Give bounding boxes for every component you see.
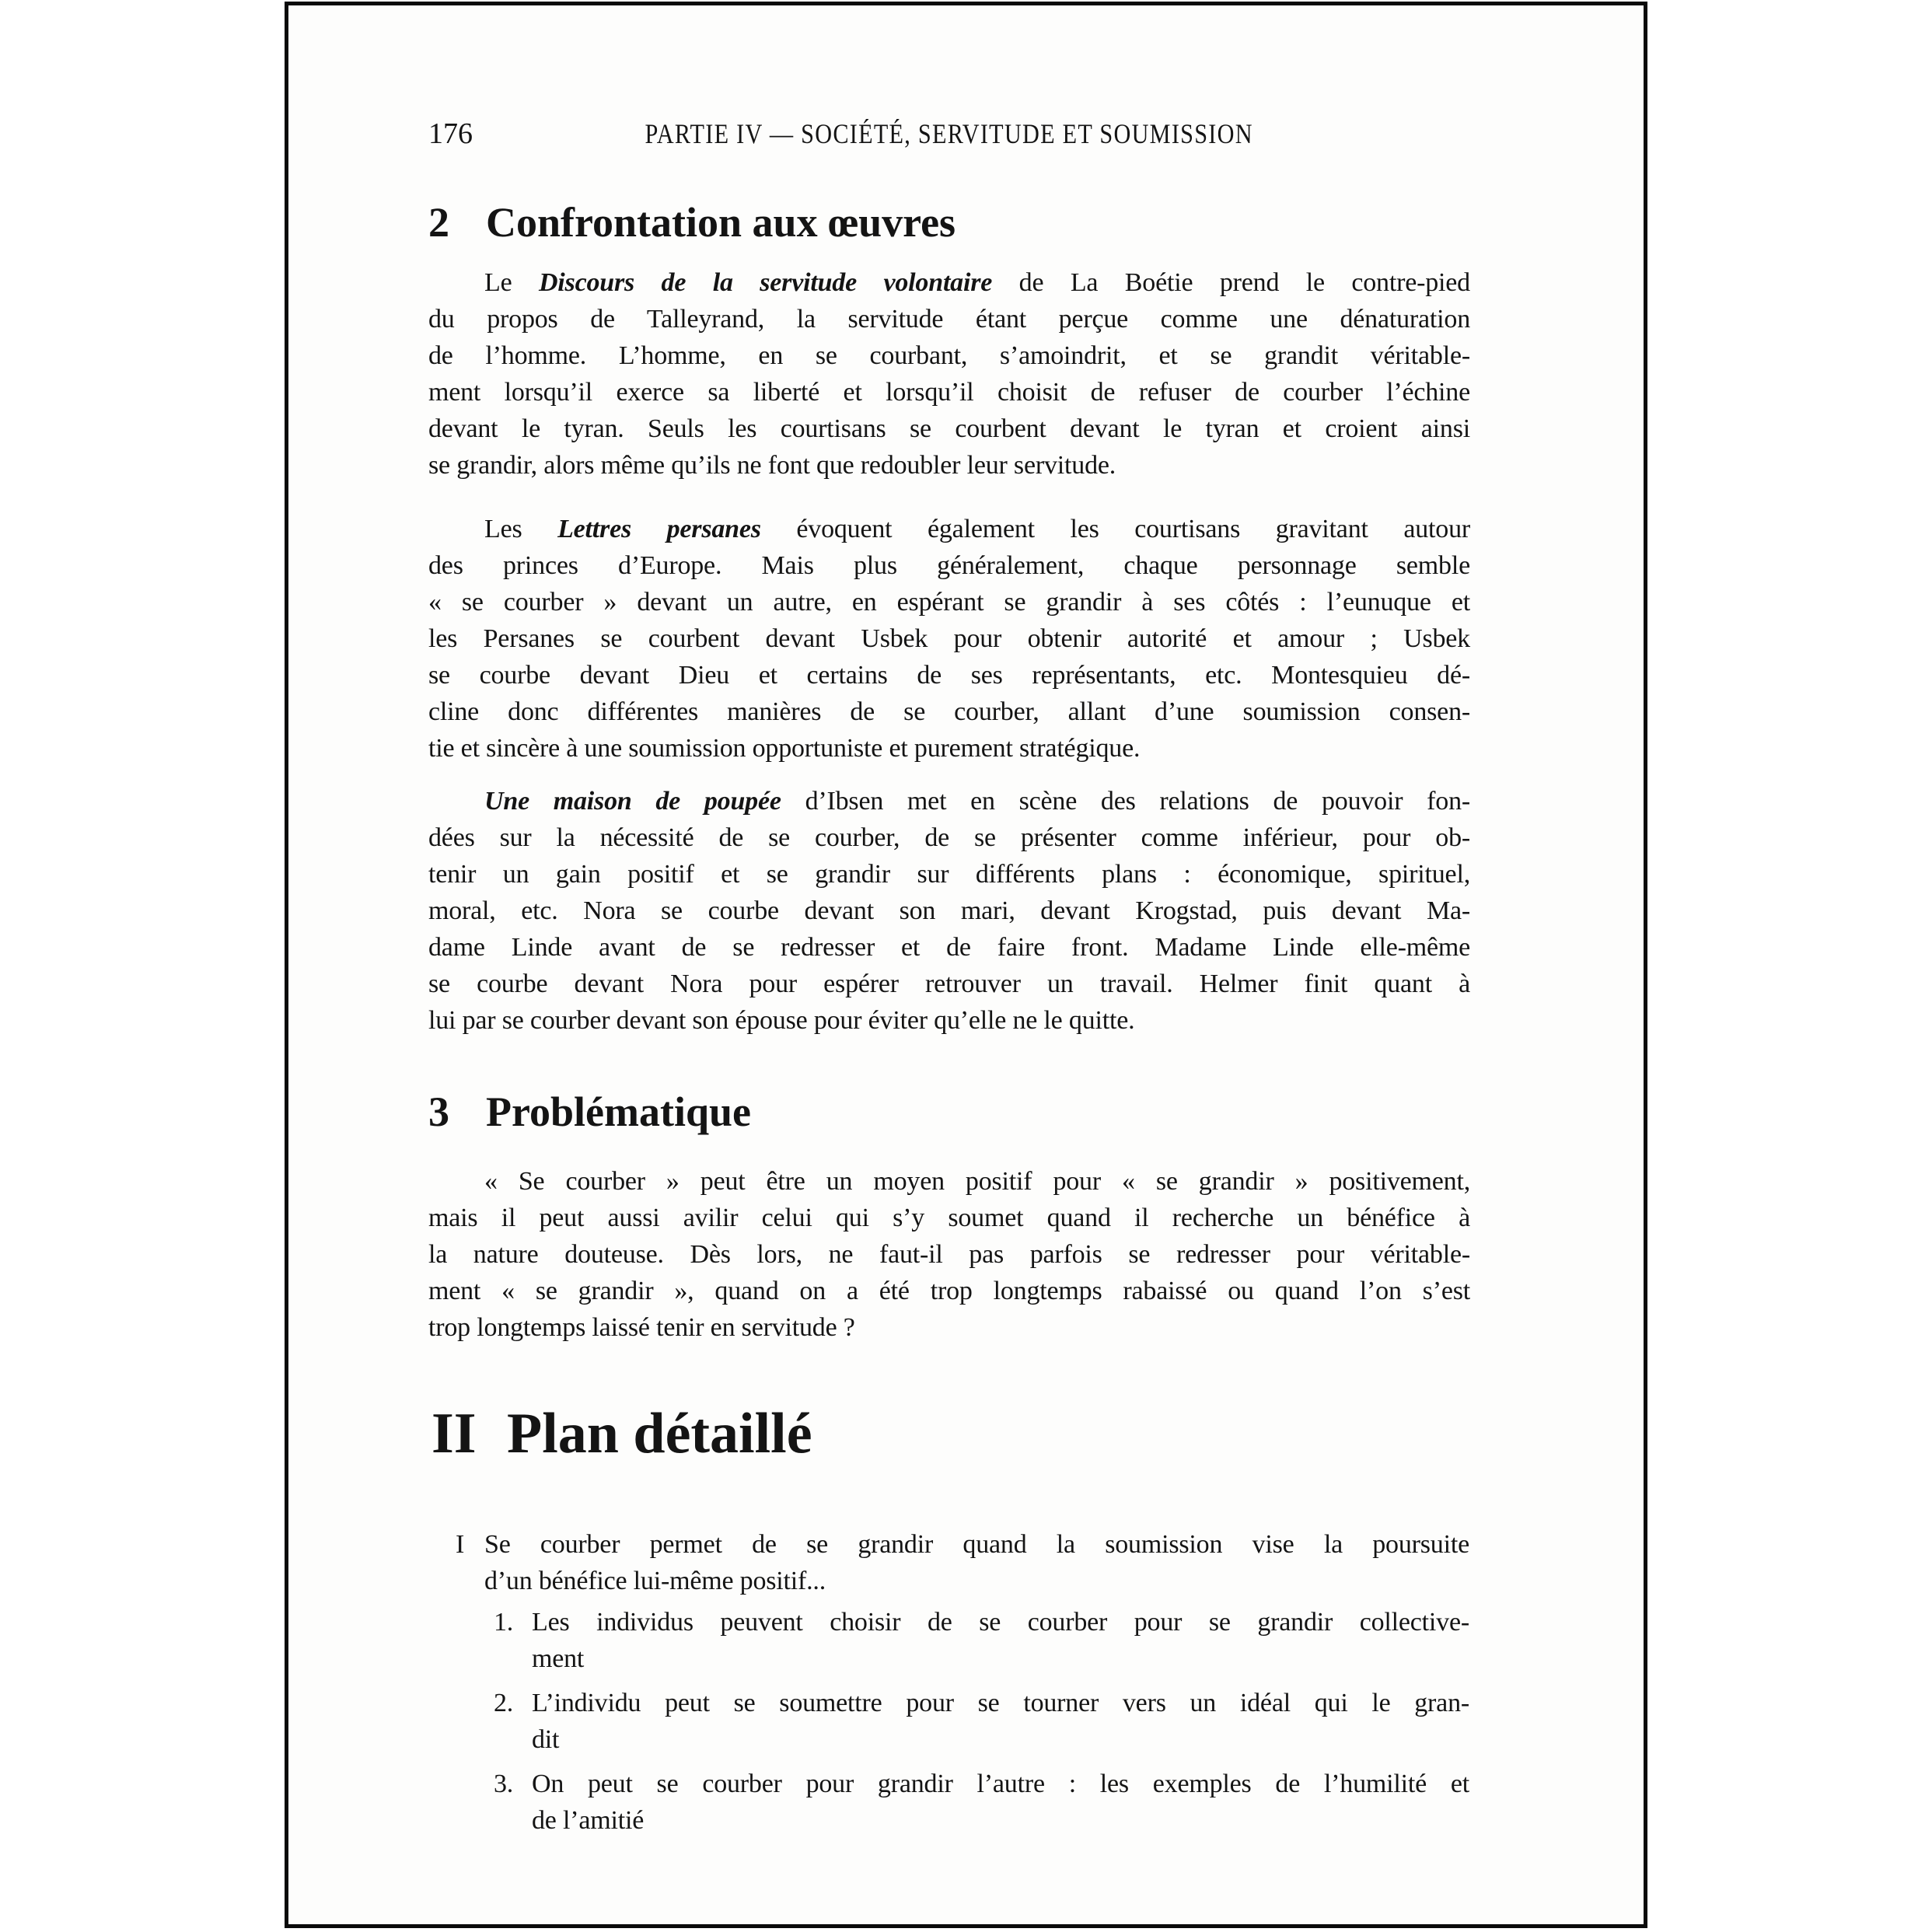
outline-subitem-3 (494, 1766, 1469, 1839)
section-heading-problematique (428, 1088, 1470, 1136)
text-line: tie et sincère à une soumission opportuniste et purement stratégique. (428, 734, 1141, 763)
section-number: 3 (428, 1088, 449, 1135)
page-number: 176 (428, 117, 473, 150)
text-line: de l’amitié (532, 1806, 645, 1835)
text-line: ment (532, 1644, 585, 1673)
text-line: L’individu peut se soumettre pour se tourner vers un idéal qui le gran- (532, 1689, 1469, 1717)
running-header (428, 114, 1470, 153)
text-line: lui par se courber devant son épouse pour éviter qu’elle ne le quitte. (428, 1006, 1135, 1035)
text-line: d’un bénéfice lui-même positif... (484, 1567, 826, 1595)
paragraph-lettres-persanes (428, 511, 1470, 767)
section-title: Confrontation aux œuvres (486, 199, 956, 246)
text-line: du propos de Talleyrand, la servitude étant perçue comme une dénaturation (428, 305, 1470, 334)
text-line: dame Linde avant de se redresser et de faire front. Madame Linde elle-même (428, 933, 1470, 962)
outline-subitem-label: 1. (494, 1608, 514, 1637)
text-line: dées sur la nécessité de se courber, de se présenter comme inférieur, pour ob- (428, 823, 1470, 852)
text-line: devant le tyran. Seuls les courtisans se courbent devant le tyran et croient ainsi (428, 414, 1470, 443)
text-line: mais il peut aussi avilir celui qui s’y soumet quand il recherche un bénéfice à (428, 1204, 1470, 1232)
text-line: la nature douteuse. Dès lors, ne faut-il pas parfois se redresser pour véritable- (428, 1240, 1470, 1269)
work-title: Lettres persanes (557, 515, 761, 543)
text-line: « Se courber » peut être un moyen positif pour « se grandir » positivement, (484, 1167, 1470, 1196)
text-line: cline donc différentes manières de se courber, allant d’une soumission consen- (428, 697, 1470, 726)
outline-subitem-text (532, 1685, 1469, 1758)
section-title: Problématique (486, 1088, 751, 1135)
text-line: « se courber » devant un autre, en espérant se grandir à ses côtés : l’eunuque et (428, 588, 1470, 617)
text-line: des princes d’Europe. Mais plus généralement, chaque personnage semble (428, 551, 1470, 580)
running-title-text: PARTIE IV — SOCIÉTÉ, SERVITUDE ET SOUMISSION (645, 118, 1254, 149)
text-line: Le Discours de la servitude volontaire de La Boétie prend le contre-pied (484, 268, 1470, 297)
outline-item-1 (456, 1526, 1469, 1599)
part-title: Plan détaillé (507, 1402, 812, 1466)
outline-subitem-1 (494, 1604, 1469, 1677)
outline-item-text (484, 1526, 1469, 1599)
text-line: Se courber permet de se grandir quand la soumission vise la poursuite (484, 1530, 1469, 1559)
text-line: Les individus peuvent choisir de se courber pour se grandir collective- (532, 1608, 1469, 1637)
text-line: Une maison de poupée d’Ibsen met en scène des relations de pouvoir fon- (484, 787, 1470, 816)
text-line: On peut se courber pour grandir l’autre : les exemples de l’humilité et (532, 1770, 1469, 1798)
paragraph-problematique (428, 1163, 1470, 1346)
text-line: se courbe devant Nora pour espérer retrouver un travail. Helmer finit quant à (428, 969, 1470, 998)
text-line: de l’homme. L’homme, en se courbant, s’amoindrit, et se grandit véritable- (428, 341, 1470, 370)
running-title (428, 114, 1470, 159)
book-page (285, 2, 1647, 1928)
paragraph-la-boetie (428, 264, 1470, 484)
section-heading-confrontation (428, 198, 1470, 246)
text-line: moral, etc. Nora se courbe devant son mari, devant Krogstad, puis devant Ma- (428, 896, 1470, 925)
work-title: Une maison de poupée (484, 787, 781, 816)
section-number: 2 (428, 199, 449, 246)
outline-subitem-2 (494, 1685, 1469, 1758)
outline-subitem-label: 2. (494, 1689, 514, 1717)
text-line: ment lorsqu’il exerce sa liberté et lorsqu’il choisit de refuser de courber l’échine (428, 378, 1470, 407)
outline-subitem-label: 3. (494, 1770, 514, 1798)
text-line: Les Lettres persanes évoquent également les courtisans gravitant autour (484, 515, 1470, 543)
part-number: II (431, 1402, 477, 1466)
text-line: les Persanes se courbent devant Usbek pour obtenir autorité et amour ; Usbek (428, 624, 1470, 653)
text-line: ment « se grandir », quand on a été trop longtemps rabaissé ou quand l’on s’est (428, 1277, 1470, 1305)
outline-subitem-text (532, 1604, 1469, 1677)
work-title: Discours de la servitude volontaire (538, 268, 993, 297)
text-line: dit (532, 1725, 560, 1754)
outline-item-label: I (456, 1530, 465, 1559)
part-heading-plan-detaille (431, 1402, 1470, 1466)
text-line: trop longtemps laissé tenir en servitude ? (428, 1313, 855, 1342)
text-line: se courbe devant Dieu et certains de ses représentants, etc. Montesquieu dé- (428, 661, 1470, 690)
paragraph-maison-de-poupee (428, 783, 1470, 1039)
text-line: se grandir, alors même qu’ils ne font que redoubler leur servitude. (428, 451, 1116, 480)
text-line: tenir un gain positif et se grandir sur différents plans : économique, spirituel, (428, 860, 1470, 889)
outline-subitem-text (532, 1766, 1469, 1839)
